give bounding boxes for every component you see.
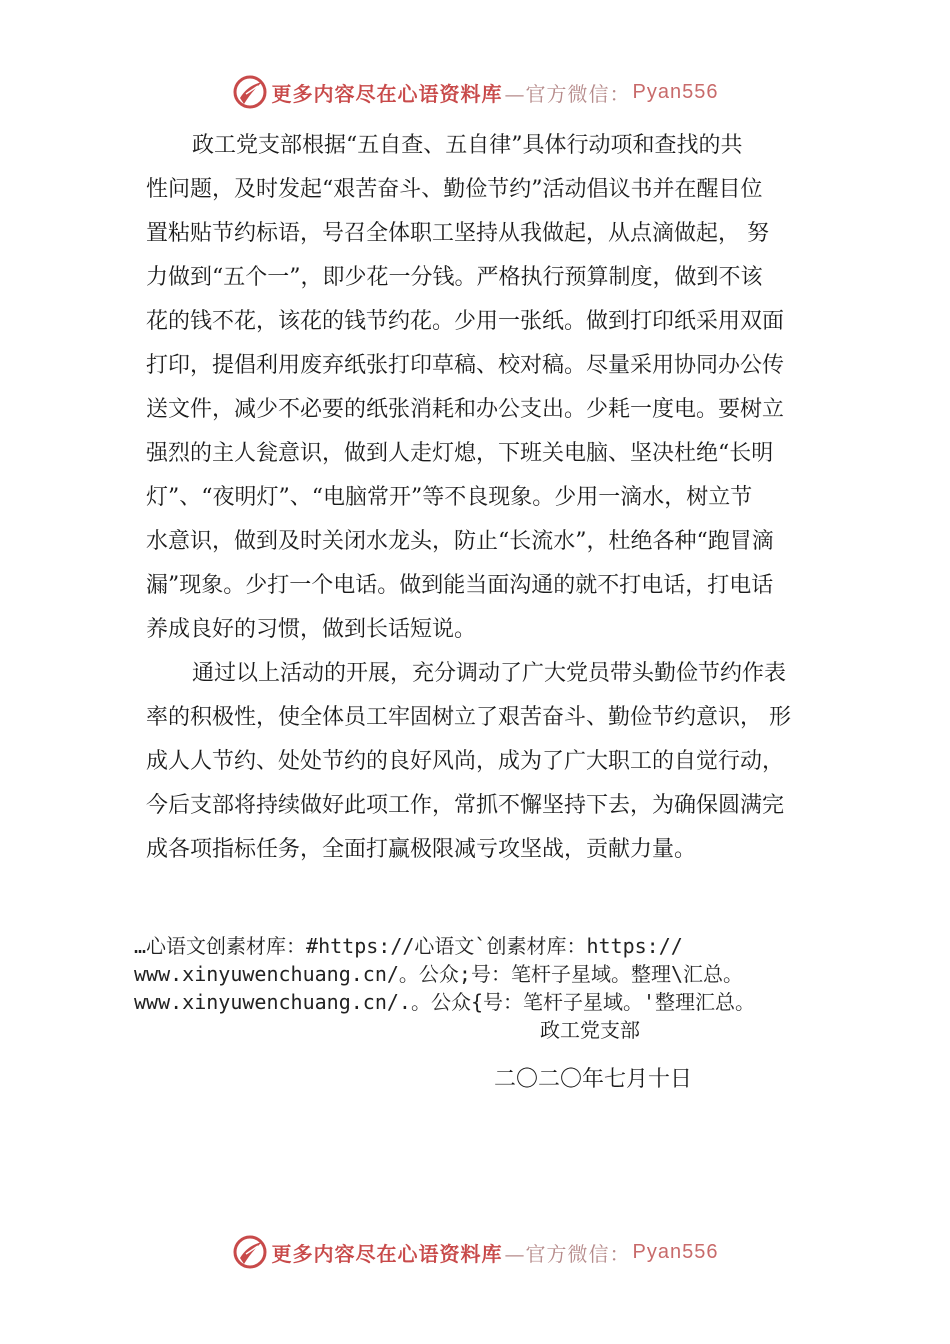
- banner-wechat-label: —官方微信：: [504, 1241, 631, 1266]
- text-line: 性问题，及时发起“艰苦奋斗、勤俭节约”活动倡议书并在醒目位: [146, 177, 763, 202]
- note-line: www.xinyuwenchuang.cn/.。公众{号：笔杆子星域。'整理汇总。: [134, 990, 756, 1014]
- text-line: 花的钱不花，该花的钱节约花。少用一张纸。做到打印纸采用双面: [146, 309, 785, 334]
- text-line: 成人人节约、处处节约的良好风尚，成为了广大职工的自觉行动，: [146, 749, 785, 774]
- text-line: 政工党支部根据“五自查、五自律”具体行动项和查找的共: [192, 133, 743, 158]
- footer-banner: [0, 1232, 950, 1272]
- text-line: 置粘贴节约标语，号召全体职工坚持从我做起，从点滴做起， 努: [146, 221, 769, 246]
- text-line: 强烈的主人瓮意识，做到人走灯熄，下班关电脑、坚决杜绝“长明: [146, 441, 774, 466]
- text-line: 灯”、“夜明灯”、“电脑常开”等不良现象。少用一滴水，树立节: [146, 485, 753, 510]
- text-line: 今后支部将持续做好此项工作，常抓不懈坚持下去，为确保圆满完: [146, 793, 785, 818]
- text-line: 打印，提倡利用废弃纸张打印草稿、校对稿。尽量采用协同办公传: [146, 353, 785, 378]
- banner-account: Pyan556: [632, 1240, 719, 1263]
- logo-icon: [232, 1234, 268, 1270]
- date: 二〇二〇年七月十日: [494, 1067, 693, 1092]
- text-line: 水意识，做到及时关闭水龙头，防止“长流水”，杜绝各种“跑冒滴: [146, 529, 774, 554]
- text-line: 通过以上活动的开展，充分调动了广大党员带头勤俭节约作表: [192, 661, 787, 686]
- paragraph-1: [146, 124, 826, 652]
- banner-account: Pyan556: [632, 80, 719, 103]
- note-line: www.xinyuwenchuang.cn/。公众;号：笔杆子星域。整理\汇总。: [134, 962, 743, 986]
- logo-icon: [232, 74, 268, 110]
- banner-wechat-label: —官方微信：: [504, 81, 631, 106]
- source-note: [134, 932, 834, 1016]
- note-line: …心语文创素材库：#https://心语文`创素材库：https://: [134, 934, 683, 958]
- text-line: 养成良好的习惯，做到长话短说。: [146, 617, 477, 642]
- signature: 政工党支部: [540, 1018, 640, 1042]
- text-line: 成各项指标任务，全面打赢极限减亏攻坚战，贡献力量。: [146, 837, 697, 862]
- banner-library-text: 更多内容尽在心语资料库: [271, 81, 503, 106]
- header-banner: [0, 72, 950, 112]
- text-line: 力做到“五个一”，即少花一分钱。严格执行预算制度，做到不该: [146, 265, 763, 290]
- text-line: 率的积极性，使全体员工牢固树立了艰苦奋斗、勤俭节约意识， 形: [146, 705, 791, 730]
- text-line: 送文件，减少不必要的纸张消耗和办公支出。少耗一度电。要树立: [146, 397, 785, 422]
- paragraph-2: [146, 652, 826, 872]
- banner-library-text: 更多内容尽在心语资料库: [271, 1241, 503, 1266]
- text-line: 漏”现象。少打一个电话。做到能当面沟通的就不打电话，打电话: [146, 573, 774, 598]
